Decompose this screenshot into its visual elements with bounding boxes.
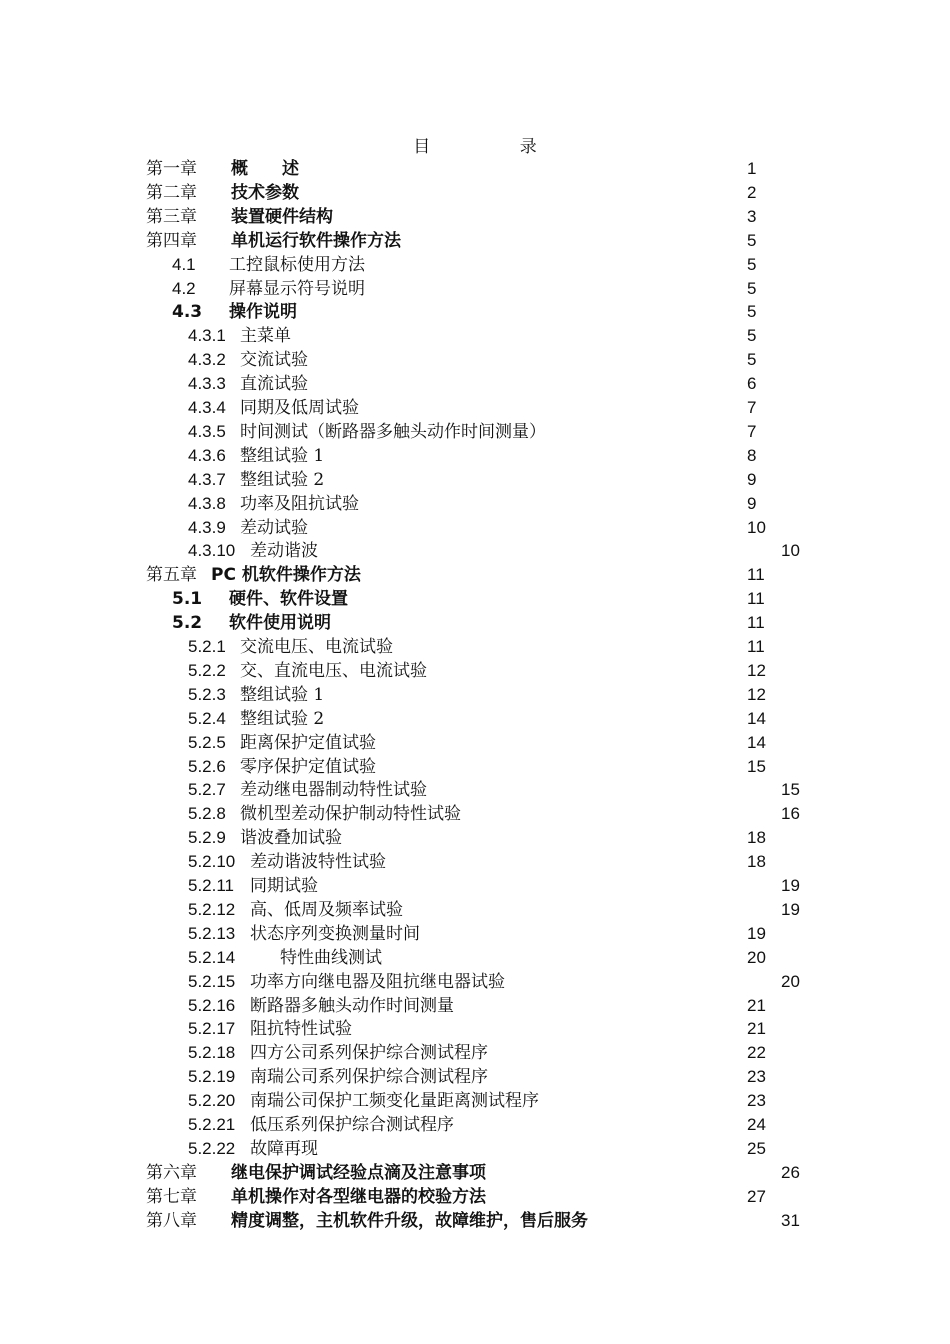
toc-entry-page: 5 xyxy=(747,350,757,370)
toc-entry xyxy=(0,707,950,731)
toc-entry-page: 19 xyxy=(781,876,800,895)
toc-entry-title: 操作说明 xyxy=(229,302,297,323)
toc-entry-page: 11 xyxy=(747,589,765,609)
toc-entry-number: 5.2.10 xyxy=(188,852,236,872)
toc-entry xyxy=(0,468,950,492)
toc-entry-title: 交、直流电压、电流试验 xyxy=(240,660,427,681)
toc-entry xyxy=(0,1209,950,1233)
toc-entry-page: 9 xyxy=(747,493,757,513)
toc-entry xyxy=(0,277,950,301)
toc-entry-number: 5.2.21 xyxy=(188,1115,236,1134)
toc-entry xyxy=(0,587,950,611)
toc-entry-page: 8 xyxy=(747,445,757,465)
toc-entry-page: 3 xyxy=(747,206,757,226)
toc-entry xyxy=(0,1113,950,1137)
toc-entry-title: 工控鼠标使用方法 xyxy=(229,254,365,275)
toc-entry xyxy=(0,874,950,898)
toc-entry-number: 5.2.22 xyxy=(188,1138,236,1158)
toc-entry-title: 差动谐波 xyxy=(250,541,318,562)
toc-entry-page: 9 xyxy=(747,469,757,489)
toc-entry-number: 4.1 xyxy=(172,254,196,274)
toc-entry-number: 5.2.8 xyxy=(188,804,226,824)
toc-entry-number: 4.3.1 xyxy=(188,326,226,346)
toc-entry-title: 阻抗特性试验 xyxy=(250,1019,352,1040)
toc-entry-title: 特性曲线测试 xyxy=(280,947,382,968)
toc-entry-title: 零序保护定值试验 xyxy=(240,756,376,777)
toc-entry xyxy=(0,205,950,229)
toc-entry-number: 第五章 xyxy=(146,565,197,586)
toc-entry xyxy=(0,157,950,181)
toc-entry-page: 11 xyxy=(747,613,765,633)
toc-entry xyxy=(0,778,950,802)
toc-entry xyxy=(0,635,950,659)
toc-entry-title: 断路器多触头动作时间测量 xyxy=(250,995,454,1016)
toc-entry-number: 5.2.12 xyxy=(188,899,236,919)
toc-entry-title: 装置硬件结构 xyxy=(231,206,333,227)
toc-entry-title: 差动试验 xyxy=(240,517,308,538)
toc-entry-page: 5 xyxy=(747,326,757,346)
toc-entry-title: 整组试验 1 xyxy=(240,684,325,705)
toc-entry-page: 10 xyxy=(747,517,766,537)
toc-entry-title: 状态序列变换测量时间 xyxy=(250,923,420,944)
toc-entry xyxy=(0,300,950,324)
toc-entry-number: 4.3.5 xyxy=(188,421,226,441)
toc-entry-page: 18 xyxy=(747,852,766,872)
toc-entry xyxy=(0,420,950,444)
toc-entry-title: 整组试验 2 xyxy=(240,469,325,490)
toc-entry-number: 4.3.6 xyxy=(188,445,226,465)
toc-entry-page: 20 xyxy=(747,947,766,967)
toc-entry-page: 14 xyxy=(747,732,766,752)
toc-entry-number: 5.2 xyxy=(172,613,203,634)
toc-entry-page: 27 xyxy=(747,1186,766,1206)
toc-entry-page: 10 xyxy=(781,541,800,561)
toc-entry xyxy=(0,731,950,755)
toc-entry-title: 技术参数 xyxy=(231,182,299,203)
toc-entry-number: 5.2.5 xyxy=(188,732,226,752)
toc-entry-number: 5.2.20 xyxy=(188,1091,236,1111)
toc-entry xyxy=(0,970,950,994)
toc-entry xyxy=(0,539,950,563)
toc-entry xyxy=(0,563,950,587)
toc-entry xyxy=(0,611,950,635)
toc-entry-title: 差动继电器制动特性试验 xyxy=(240,780,427,801)
toc-entry xyxy=(0,683,950,707)
toc-entry-number: 5.2.14 xyxy=(188,947,236,967)
toc-entry-title: 南瑞公司系列保护综合测试程序 xyxy=(250,1067,488,1088)
toc-entry-title: 时间测试（断路器多触头动作时间测量） xyxy=(240,421,546,442)
toc-entry-page: 5 xyxy=(747,302,757,322)
toc-entry-page: 22 xyxy=(747,1043,766,1063)
toc-entry-title: 直流试验 xyxy=(240,374,308,395)
toc-entry-page: 31 xyxy=(781,1210,800,1230)
toc-entry-number: 第二章 xyxy=(146,182,197,203)
toc-entry-number: 4.3.10 xyxy=(188,541,236,561)
toc-entry-title: PC 机软件操作方法 xyxy=(211,565,361,586)
toc-entry-number: 5.2.2 xyxy=(188,660,226,680)
toc-entry-title: 整组试验 1 xyxy=(240,445,325,466)
toc-entry-title: 距离保护定值试验 xyxy=(240,732,376,753)
toc-entry-number: 5.2.4 xyxy=(188,708,226,728)
toc-entry-page: 2 xyxy=(747,182,757,202)
toc-entry xyxy=(0,229,950,253)
toc-entry-number: 第六章 xyxy=(146,1162,197,1183)
toc-entry-title: 精度调整，主机软件升级，故障维护，售后服务 xyxy=(231,1210,588,1231)
toc-entry-number: 5.2.9 xyxy=(188,828,226,848)
toc-entry xyxy=(0,1161,950,1185)
toc-entry xyxy=(0,1185,950,1209)
toc-entry-number: 4.3 xyxy=(172,302,203,323)
toc-entry xyxy=(0,850,950,874)
toc-entry-title: 交流电压、电流试验 xyxy=(240,637,393,657)
toc-entry xyxy=(0,324,950,348)
toc-entry-title: 交流试验 xyxy=(240,350,308,371)
toc-entry-page: 21 xyxy=(747,995,766,1015)
toc-entry-number: 5.2.1 xyxy=(188,637,226,656)
toc-entry-title: 屏幕显示符号说明 xyxy=(229,278,365,299)
toc-entry-number: 5.2.6 xyxy=(188,756,226,776)
toc-entry-page: 12 xyxy=(747,684,766,704)
toc-entry-title: 软件使用说明 xyxy=(229,613,331,634)
toc-entry-number: 5.2.7 xyxy=(188,780,226,800)
toc-entry xyxy=(0,994,950,1018)
toc-entry xyxy=(0,253,950,277)
toc-entry-number: 5.2.19 xyxy=(188,1067,236,1087)
toc-entry-page: 5 xyxy=(747,254,757,274)
toc-entry-title: 继电保护调试经验点滴及注意事项 xyxy=(231,1162,486,1183)
toc-entry-number: 4.3.8 xyxy=(188,493,226,513)
toc-entry-page: 6 xyxy=(747,374,757,394)
toc-entry-number: 5.2.3 xyxy=(188,684,226,704)
toc-entry-page: 24 xyxy=(747,1115,766,1134)
toc-entry-number: 第四章 xyxy=(146,230,197,251)
toc-entry-page: 5 xyxy=(747,278,757,298)
toc-entry-title: 概 述 xyxy=(231,159,299,179)
toc-entry-page: 5 xyxy=(747,230,757,250)
toc-entry-page: 21 xyxy=(747,1019,766,1039)
toc-entry-page: 20 xyxy=(781,971,800,991)
toc-entry-number: 4.3.2 xyxy=(188,350,226,370)
toc-entry-title: 功率方向继电器及阻抗继电器试验 xyxy=(250,971,505,992)
toc-entry-number: 5.2.13 xyxy=(188,923,236,943)
toc-entry xyxy=(0,181,950,205)
toc-entry-number: 4.2 xyxy=(172,278,196,298)
toc-entry xyxy=(0,826,950,850)
toc-entry-page: 14 xyxy=(747,708,766,728)
toc-entry xyxy=(0,516,950,540)
toc-entry xyxy=(0,348,950,372)
toc-entry-page: 16 xyxy=(781,804,800,824)
toc-entry-title: 故障再现 xyxy=(250,1138,318,1159)
toc-entry-title: 同期试验 xyxy=(250,876,318,896)
toc-entry-page: 1 xyxy=(747,159,757,178)
toc-entry-title: 差动谐波特性试验 xyxy=(250,852,386,873)
toc-entry xyxy=(0,946,950,970)
toc-entry-number: 第七章 xyxy=(146,1186,197,1207)
toc-entry-title: 硬件、软件设置 xyxy=(229,589,348,610)
toc-entry xyxy=(0,372,950,396)
toc-entry-number: 4.3.7 xyxy=(188,469,226,489)
toc-entry-number: 5.2.15 xyxy=(188,971,236,991)
toc-entry-page: 15 xyxy=(747,756,766,776)
toc-entry-title: 单机操作对各型继电器的校验方法 xyxy=(231,1186,486,1207)
toc-entry xyxy=(0,1089,950,1113)
toc-entry xyxy=(0,898,950,922)
toc-entry-number: 4.3.9 xyxy=(188,517,226,537)
toc-entry-title: 单机运行软件操作方法 xyxy=(231,230,401,251)
toc-entry-number: 5.2.16 xyxy=(188,995,236,1015)
toc-entry-number: 4.3.4 xyxy=(188,398,226,417)
toc-entry xyxy=(0,1041,950,1065)
toc-entry-title: 高、低周及频率试验 xyxy=(250,899,403,920)
toc-entry-number: 5.2.18 xyxy=(188,1043,236,1063)
toc-entry xyxy=(0,1017,950,1041)
toc-entry xyxy=(0,922,950,946)
toc-entry-number: 5.2.11 xyxy=(188,876,235,895)
toc-entry-title: 四方公司系列保护综合测试程序 xyxy=(250,1043,488,1064)
toc-entry-title: 同期及低周试验 xyxy=(240,398,359,418)
toc-entry-number: 4.3.3 xyxy=(188,374,226,394)
toc-entry-page: 15 xyxy=(781,780,800,800)
toc-entry-page: 26 xyxy=(781,1162,800,1182)
toc-entry-number: 第一章 xyxy=(146,159,197,179)
toc-entry-page: 7 xyxy=(747,421,757,441)
toc-entry-number: 5.2.17 xyxy=(188,1019,236,1039)
toc-entry xyxy=(0,802,950,826)
toc-entry xyxy=(0,1065,950,1089)
toc-entry xyxy=(0,755,950,779)
toc-entry-title: 微机型差动保护制动特性试验 xyxy=(240,804,461,825)
toc-entry-page: 23 xyxy=(747,1067,766,1087)
toc-entry-page: 7 xyxy=(747,398,757,417)
toc-entry-page: 18 xyxy=(747,828,766,848)
toc-entry-page: 11 xyxy=(747,637,765,656)
toc-entry-page: 19 xyxy=(781,899,800,919)
toc-entry-page: 25 xyxy=(747,1138,766,1158)
toc-entry-title: 整组试验 2 xyxy=(240,708,325,729)
toc-entry xyxy=(0,396,950,420)
toc-entry-page: 23 xyxy=(747,1091,766,1111)
toc-entry-page: 19 xyxy=(747,923,766,943)
toc-entry-number: 第八章 xyxy=(146,1210,197,1231)
toc-entry xyxy=(0,1137,950,1161)
toc-entry-title: 南瑞公司保护工频变化量距离测试程序 xyxy=(250,1091,539,1112)
toc-entry-page: 12 xyxy=(747,660,766,680)
toc-entry-title: 谐波叠加试验 xyxy=(240,828,342,849)
toc-entry xyxy=(0,659,950,683)
toc-entry xyxy=(0,492,950,516)
toc-entry-title: 主菜单 xyxy=(240,326,291,347)
toc-entry-number: 第三章 xyxy=(146,206,197,227)
toc-title: 目 录 xyxy=(413,137,579,157)
toc-entry xyxy=(0,444,950,468)
toc-entry-number: 5.1 xyxy=(172,589,203,610)
toc-entry-page: 11 xyxy=(747,565,765,585)
toc-entry-title: 低压系列保护综合测试程序 xyxy=(250,1115,454,1135)
toc-entry-title: 功率及阻抗试验 xyxy=(240,493,359,514)
